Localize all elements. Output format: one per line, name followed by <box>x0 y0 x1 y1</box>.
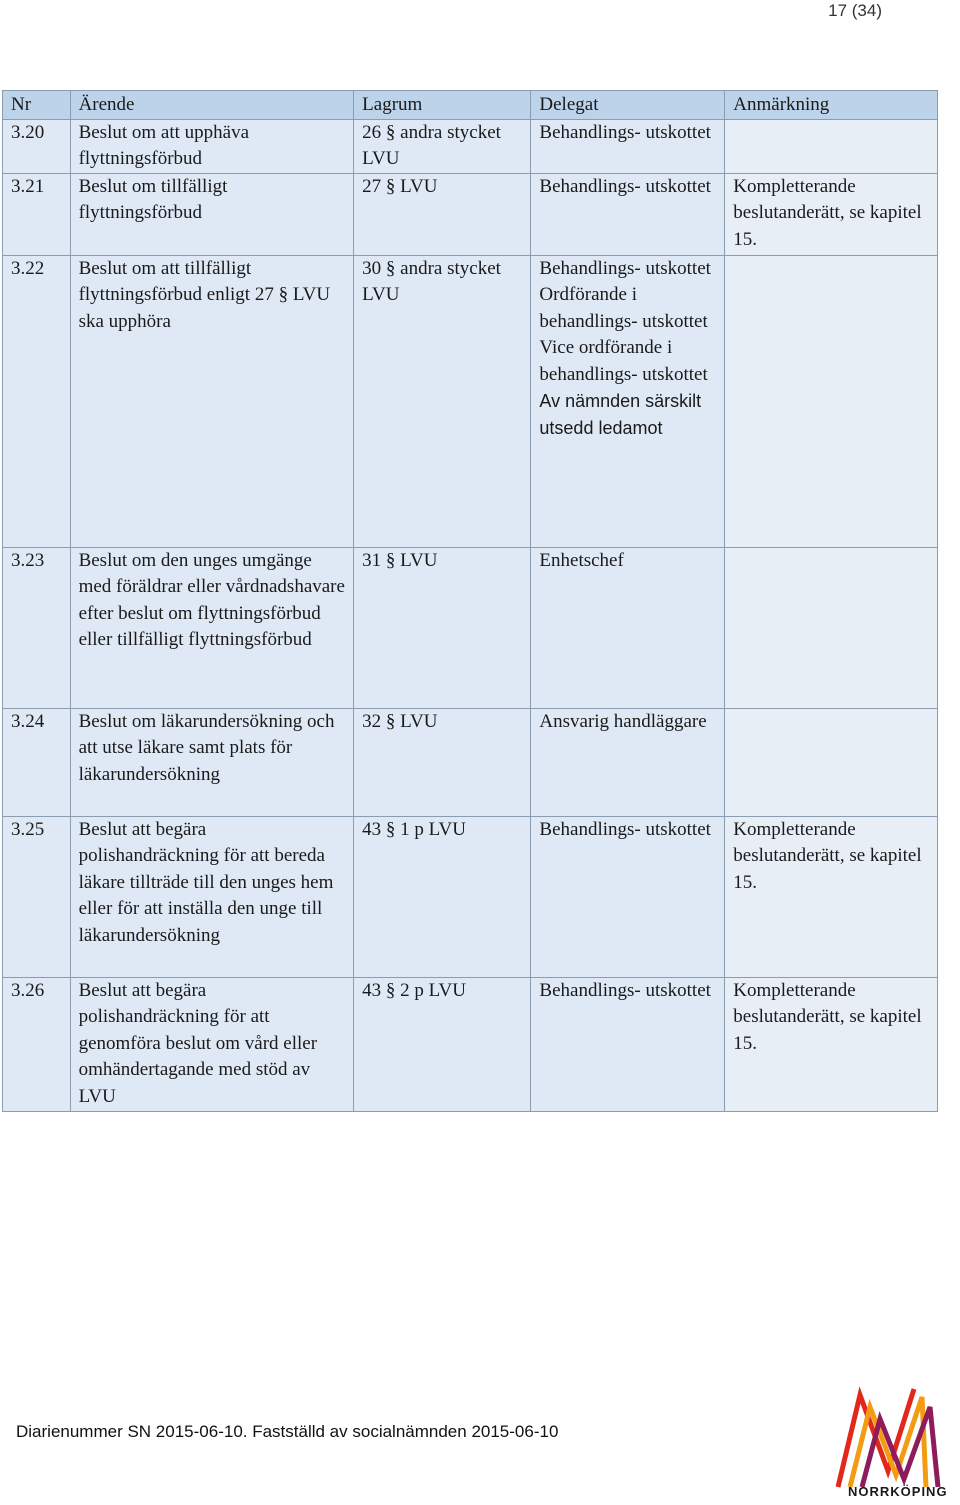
cell-nr: 3.26 <box>3 977 71 1111</box>
cell-arende: Beslut om läkarundersökning och att utse läkare samt plats för läkarundersökning <box>70 708 354 816</box>
table-row <box>3 977 938 1111</box>
cell-nr: 3.20 <box>3 119 71 173</box>
cell-lagrum: 27 § LVU <box>354 173 531 255</box>
table-row <box>3 708 938 816</box>
cell-nr: 3.24 <box>3 708 71 816</box>
table-header-row <box>3 91 938 120</box>
header-nr: Nr <box>3 91 71 120</box>
table-row <box>3 255 938 547</box>
cell-anmarkning <box>725 255 938 547</box>
delegation-table <box>2 90 938 1112</box>
cell-delegat: Behandlings- utskottet <box>531 173 725 255</box>
delegat-alt-2: Vice ordförande i behandlings- utskottet <box>539 337 708 385</box>
header-lagrum: Lagrum <box>354 91 531 120</box>
cell-arende: Beslut om att upphäva flyttningsförbud <box>70 119 354 173</box>
cell-delegat: Behandlings- utskottet <box>531 119 725 173</box>
header-delegat: Delegat <box>531 91 725 120</box>
header-anmarkning: Anmärkning <box>725 91 938 120</box>
table-row <box>3 816 938 977</box>
table-row <box>3 547 938 708</box>
cell-delegat <box>531 255 725 547</box>
logo-wordmark: NORRKÖPING <box>848 1484 948 1499</box>
cell-anmarkning <box>725 708 938 816</box>
cell-delegat: Behandlings- utskottet <box>531 977 725 1111</box>
footer-text: Diarienummer SN 2015-06-10. Fastställd av socialnämnden 2015-06-10 <box>16 1422 559 1441</box>
cell-arende: Beslut om tillfälligt flyttningsförbud <box>70 173 354 255</box>
cell-delegat: Behandlings- utskottet <box>531 816 725 977</box>
cell-nr: 3.23 <box>3 547 71 708</box>
delegat-primary: Behandlings- utskottet <box>539 257 711 279</box>
header-arende: Ärende <box>70 91 354 120</box>
page-number: 17 (34) <box>828 1 882 20</box>
cell-arende: Beslut att begära polishandräckning för att genomföra beslut om vård eller omhändertagande med stöd av LVU <box>70 977 354 1111</box>
cell-arende: Beslut om att tillfälligt flyttningsförbud enligt 27 § LVU ska upphöra <box>70 255 354 547</box>
cell-nr: 3.25 <box>3 816 71 977</box>
table-row <box>3 119 938 173</box>
cell-lagrum: 43 § 1 p LVU <box>354 816 531 977</box>
cell-lagrum: 32 § LVU <box>354 708 531 816</box>
cell-anmarkning: Kompletterande beslutanderätt, se kapitel 15. <box>725 816 938 977</box>
delegat-alt-1: Ordförande i behandlings- utskottet <box>539 284 708 332</box>
delegat-alt-3: Av nämnden särskilt utsedd ledamot <box>539 391 702 438</box>
table-row <box>3 173 938 255</box>
cell-lagrum: 30 § andra stycket LVU <box>354 255 531 547</box>
cell-lagrum: 43 § 2 p LVU <box>354 977 531 1111</box>
cell-nr: 3.21 <box>3 173 71 255</box>
cell-delegat: Enhetschef <box>531 547 725 708</box>
cell-anmarkning <box>725 547 938 708</box>
cell-lagrum: 26 § andra stycket LVU <box>354 119 531 173</box>
cell-delegat: Ansvarig handläggare <box>531 708 725 816</box>
cell-arende: Beslut att begära polishandräckning för att bereda läkare tillträde till den unges hem eller för att inställa den unge till läkarundersökning <box>70 816 354 977</box>
cell-arende: Beslut om den unges umgänge med föräldrar eller vårdnadshavare efter beslut om flyttningsförbud eller tillfälligt flyttningsförbud <box>70 547 354 708</box>
cell-nr: 3.22 <box>3 255 71 547</box>
cell-lagrum: 31 § LVU <box>354 547 531 708</box>
cell-anmarkning <box>725 119 938 173</box>
cell-anmarkning: Kompletterande beslutanderätt, se kapitel 15. <box>725 977 938 1111</box>
cell-anmarkning: Kompletterande beslutanderätt, se kapitel 15. <box>725 173 938 255</box>
